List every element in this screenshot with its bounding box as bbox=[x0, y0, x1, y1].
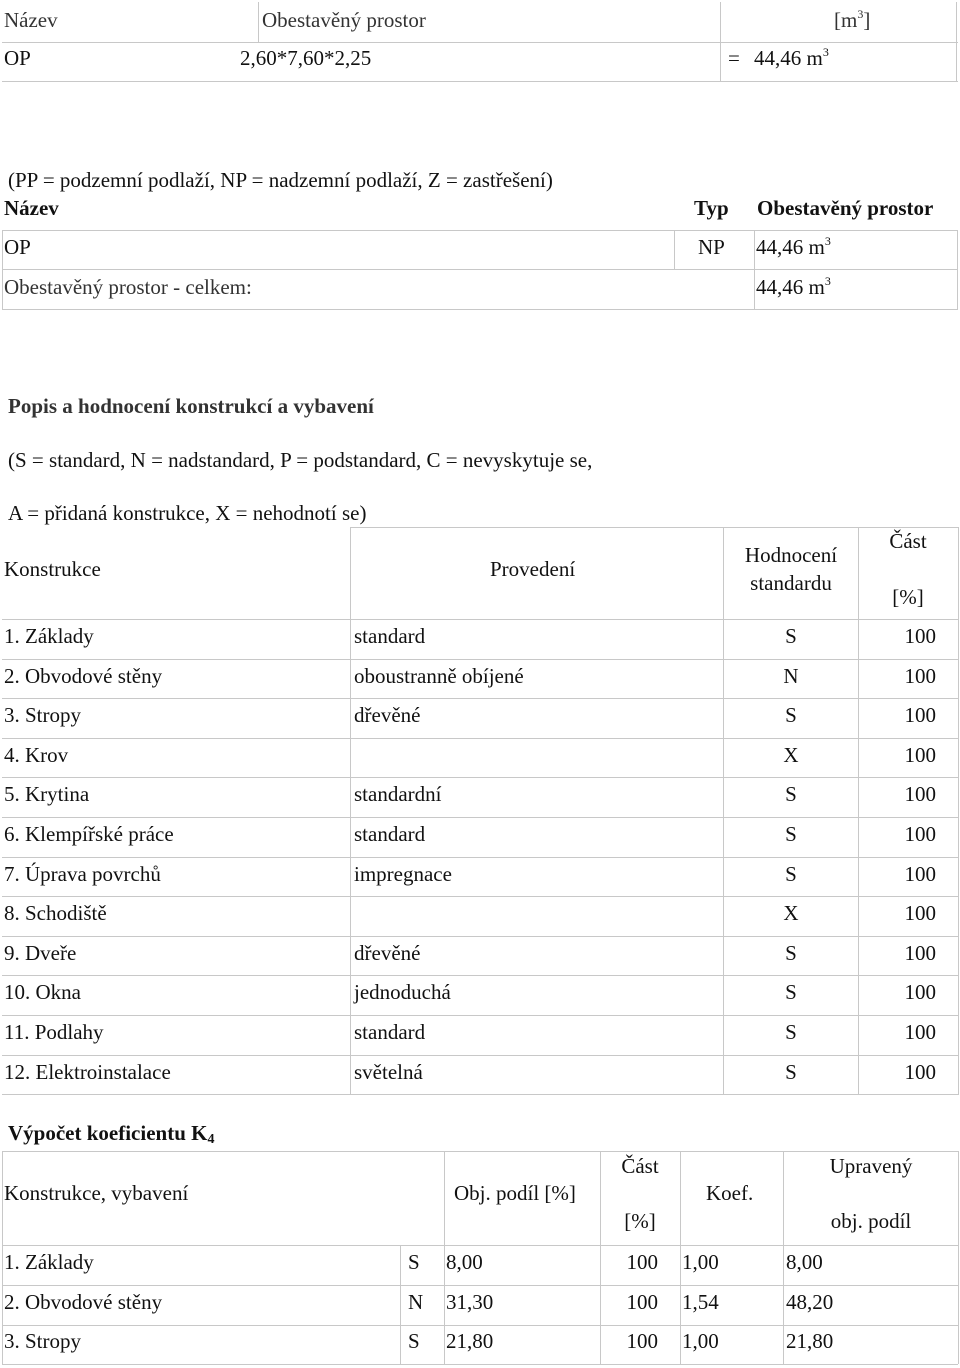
construction-rating: S bbox=[785, 1020, 797, 1044]
construction-rating: S bbox=[785, 941, 797, 965]
k4-name: 1. Základy bbox=[4, 1250, 94, 1274]
volume-row-value: 44,46 $m^3$ bbox=[754, 45, 829, 70]
construction-execution: oboustranně obíjené bbox=[354, 664, 524, 688]
construction-share: 100 bbox=[904, 1020, 936, 1044]
k4-name: 2. Obvodové stěny bbox=[4, 1290, 163, 1314]
construction-name: 2. Obvodové stěny bbox=[4, 664, 163, 688]
constructions-header-share-1: Část bbox=[889, 529, 927, 553]
construction-name: 11. Podlahy bbox=[4, 1020, 104, 1044]
k4-coef: 1,54 bbox=[682, 1290, 719, 1314]
floor-legend: (PP = podzemní podlaží, NP = nadzemní podlaží, Z = zastřešení) bbox=[8, 168, 553, 192]
k4-header-construction: Konstrukce, vybavení bbox=[4, 1181, 189, 1205]
k4-share: 31,30 bbox=[446, 1290, 494, 1314]
construction-share: 100 bbox=[904, 1060, 936, 1084]
k4-part: 100 bbox=[626, 1290, 658, 1314]
construction-name: 9. Dveře bbox=[4, 941, 77, 965]
constructions-header-share-2: [%] bbox=[892, 585, 924, 609]
floors-total-label: Obestavěný prostor - celkem: bbox=[4, 275, 252, 299]
volume-row-equals: = bbox=[728, 46, 740, 70]
constructions-legend-1: (S = standard, N = nadstandard, P = podstandard, C = nevyskytuje se, bbox=[8, 448, 593, 472]
construction-rating: S bbox=[785, 1060, 797, 1084]
construction-execution: standard bbox=[354, 1020, 426, 1044]
k4-adjusted: 8,00 bbox=[786, 1250, 823, 1274]
construction-rating: N bbox=[783, 664, 799, 688]
floors-row-name: OP bbox=[4, 235, 31, 259]
k4-part: 100 bbox=[626, 1250, 658, 1274]
k4-header-part-1: Část bbox=[621, 1154, 659, 1178]
construction-execution: dřevěné bbox=[354, 703, 421, 727]
k4-header-adjusted-2: obj. podíl bbox=[830, 1209, 912, 1233]
construction-share: 100 bbox=[904, 980, 936, 1004]
volume-header-name: Název bbox=[4, 8, 58, 32]
k4-coef: 1,00 bbox=[682, 1250, 719, 1274]
floors-header-type: Typ bbox=[694, 196, 729, 220]
construction-execution: impregnace bbox=[354, 862, 452, 886]
construction-rating: S bbox=[785, 624, 797, 648]
construction-share: 100 bbox=[904, 822, 936, 846]
construction-execution: standardní bbox=[354, 782, 442, 806]
construction-share: 100 bbox=[904, 624, 936, 648]
k4-coef: 1,00 bbox=[682, 1329, 719, 1353]
constructions-header-rating-2: standardu bbox=[750, 571, 832, 595]
construction-rating: S bbox=[785, 862, 797, 886]
construction-name: 5. Krytina bbox=[4, 782, 90, 806]
construction-execution: světelná bbox=[354, 1060, 423, 1084]
construction-rating: X bbox=[783, 901, 799, 925]
construction-rating: S bbox=[785, 782, 797, 806]
constructions-title: Popis a hodnocení konstrukcí a vybavení bbox=[8, 394, 374, 418]
floors-total-volume: 44,46 $m^3$ bbox=[756, 274, 831, 299]
construction-share: 100 bbox=[904, 862, 936, 886]
construction-name: 12. Elektroinstalace bbox=[4, 1060, 171, 1084]
volume-header-label: Obestavěný prostor bbox=[262, 8, 426, 32]
floors-header-name: Název bbox=[4, 196, 59, 220]
k4-share: 21,80 bbox=[446, 1329, 494, 1353]
constructions-header-execution: Provedení bbox=[490, 557, 576, 581]
k4-adjusted: 21,80 bbox=[786, 1329, 834, 1353]
construction-name: 6. Klempířské práce bbox=[4, 822, 174, 846]
k4-header-adjusted-1: Upravený bbox=[829, 1154, 913, 1178]
construction-rating: S bbox=[785, 822, 797, 846]
construction-share: 100 bbox=[904, 941, 936, 965]
construction-rating: X bbox=[783, 743, 799, 767]
k4-part: 100 bbox=[626, 1329, 658, 1353]
construction-rating: S bbox=[785, 703, 797, 727]
constructions-legend-2: A = přidaná konstrukce, X = nehodnotí se) bbox=[8, 501, 367, 525]
k4-name: 3. Stropy bbox=[4, 1329, 82, 1353]
k4-header-part-2: [%] bbox=[624, 1209, 656, 1233]
k4-title: Výpočet koeficientu $K_4$ bbox=[8, 1121, 215, 1147]
construction-share: 100 bbox=[904, 782, 936, 806]
construction-name: 4. Krov bbox=[4, 743, 69, 767]
construction-share: 100 bbox=[904, 743, 936, 767]
construction-name: 3. Stropy bbox=[4, 703, 82, 727]
k4-rating: N bbox=[408, 1290, 424, 1314]
constructions-header-rating-1: Hodnocení bbox=[744, 543, 838, 567]
floors-row-type: NP bbox=[698, 235, 725, 259]
volume-row-name: OP bbox=[4, 46, 31, 70]
k4-adjusted: 48,20 bbox=[786, 1290, 834, 1314]
constructions-header-construction: Konstrukce bbox=[4, 557, 101, 581]
construction-rating: S bbox=[785, 980, 797, 1004]
k4-rating: S bbox=[408, 1329, 420, 1353]
construction-share: 100 bbox=[904, 703, 936, 727]
construction-execution: standard bbox=[354, 624, 426, 648]
construction-share: 100 bbox=[904, 664, 936, 688]
volume-header-unit: $[m^3]$ bbox=[834, 7, 871, 32]
floors-header-volume: Obestavěný prostor bbox=[757, 196, 934, 220]
construction-name: 8. Schodiště bbox=[4, 901, 107, 925]
construction-execution: standard bbox=[354, 822, 426, 846]
k4-share: 8,00 bbox=[446, 1250, 483, 1274]
k4-rating: S bbox=[408, 1250, 420, 1274]
construction-share: 100 bbox=[904, 901, 936, 925]
construction-name: 1. Základy bbox=[4, 624, 94, 648]
k4-header-coef: Koef. bbox=[706, 1181, 754, 1205]
construction-name: 7. Úprava povrchů bbox=[4, 862, 161, 886]
k4-header-share: Obj. podíl [%] bbox=[454, 1181, 576, 1205]
volume-row-formula: 2,60*7,60*2,25 bbox=[240, 46, 372, 70]
floors-row-volume: 44,46 $m^3$ bbox=[756, 234, 831, 259]
construction-execution: jednoduchá bbox=[354, 980, 451, 1004]
construction-execution: dřevěné bbox=[354, 941, 421, 965]
construction-name: 10. Okna bbox=[4, 980, 81, 1004]
